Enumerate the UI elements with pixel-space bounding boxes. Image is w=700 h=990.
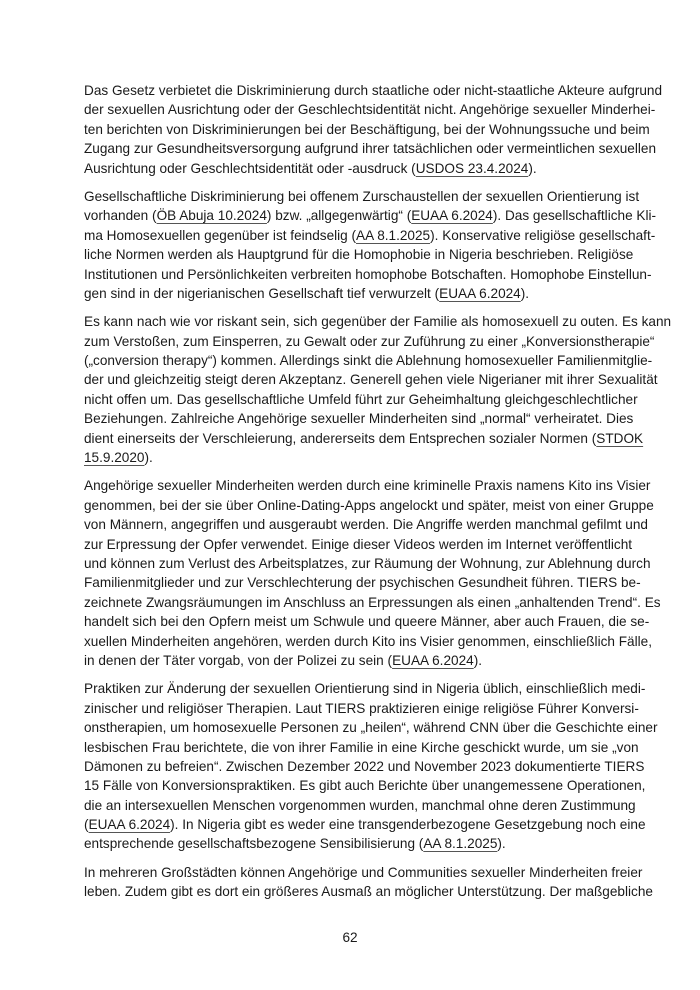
text-line [84, 834, 616, 853]
paragraph [84, 476, 661, 670]
text-line [84, 573, 641, 592]
source-citation-link[interactable]: ÖB Abuja 10.2024 [156, 208, 267, 224]
body-text: ) bzw. „allgegenwärtig“ ( [266, 208, 412, 224]
body-text: Ausrichtung oder Geschlechtsidentität oder -ausdruck ( [84, 160, 416, 176]
text-line [84, 476, 651, 495]
body-text: lesbischen Frau berichtete, die von ihrer Familie in eine Kirche geschickt wurde, um sie „von [84, 739, 639, 755]
text-line [84, 554, 651, 573]
text-line [84, 776, 646, 795]
body-text: dient einerseits der Verschleierung, andererseits dem Entsprechen sozialer Normen ( [84, 430, 597, 446]
text-line [84, 863, 643, 882]
text-line [84, 593, 661, 612]
text-line [84, 679, 646, 698]
body-text: Gesellschaftliche Diskriminierung bei offenem Zurschaustellen der sexuellen Orientierung ist [84, 188, 640, 204]
text-line [84, 226, 656, 245]
body-text: genommen, bei der sie über Online-Dating-Apps angelockt und später, meist von einer Gruppe [84, 497, 654, 513]
text-line [84, 429, 644, 448]
text-line [84, 159, 616, 178]
body-text: gen sind in der nigerianischen Gesellschaft tief verwurzelt ( [84, 285, 440, 301]
source-citation-link[interactable]: AA 8.1.2025 [423, 836, 498, 852]
source-citation-link[interactable]: USDOS 23.4.2024 [415, 160, 529, 176]
text-line [84, 312, 672, 331]
body-text: („conversion therapy“) kommen. Allerdings sinkt die Ablehnung homosexueller Familienmitglie- [84, 353, 653, 369]
body-text: Praktiken zur Änderung der sexuellen Orientierung sind in Nigeria üblich, einschließlich medi- [84, 681, 646, 697]
body-text: ). Konservative religiöse gesellschaft- [430, 227, 656, 243]
body-text: zeichnete Zwangsräumungen im Anschluss an Erpressungen als einen „anhaltenden Trend“. Es [84, 594, 661, 610]
body-text: zinischer und religiöser Therapien. Laut TIERS praktizieren einige religiöse Führer Konversi- [84, 700, 639, 716]
body-text: handelt sich bei den Opfern meist um Schwule und queere Männer, aber auch Frauen, die se- [84, 614, 650, 630]
body-text: onstherapien, um homosexuelle Personen zu „heilen“, während CNN über die Geschichte einer [84, 720, 658, 736]
body-text: ). [473, 652, 482, 668]
text-line [84, 815, 646, 834]
paragraph [84, 863, 653, 902]
body-text: nicht offen um. Das gesellschaftliche Umfeld führt zur Geheimhaltung gleichgeschlechtlicher [84, 391, 638, 407]
text-line [84, 390, 638, 409]
paragraph [84, 187, 657, 303]
body-text: leben. Zudem gibt es dort ein größeres Ausmaß an möglicher Unterstützung. Der maßgebliche [84, 884, 653, 900]
text-line [84, 120, 650, 139]
source-citation-link[interactable]: EUAA 6.2024 [411, 208, 493, 224]
text-line [84, 265, 652, 284]
source-citation-link[interactable]: EUAA 6.2024 [439, 285, 521, 301]
body-text: entsprechende gesellschaftsbezogene Sensibilisierung ( [84, 836, 424, 852]
document-body [84, 81, 672, 911]
paragraph [84, 81, 663, 178]
text-line [84, 796, 636, 815]
body-text: die an intersexuellen Menschen vorgenommen wurden, manchmal ohne deren Zustimmung [84, 797, 636, 813]
body-text: ). Das gesellschaftliche Kli- [492, 208, 657, 224]
text-line [84, 738, 639, 757]
text-line [84, 206, 657, 225]
source-citation-link[interactable]: AA 8.1.2025 [356, 227, 431, 243]
body-text: ). [144, 450, 153, 466]
text-line [84, 632, 652, 651]
body-text: zum Verstoßen, zum Einsperren, zu Gewalt oder zur Zuführung zu einer „Konversionstherapie“ [84, 333, 655, 349]
body-text: Es kann nach wie vor riskant sein, sich gegenüber der Familie als homosexuell zu outen. Es kann [84, 314, 672, 330]
text-line [84, 409, 634, 428]
body-text: von Männern, angegriffen und ausgeraubt werden. Die Angriffe werden manchmal gefilmt und [84, 517, 648, 533]
source-citation-link[interactable]: 15.9.2020 [84, 450, 145, 466]
body-text: Das Gesetz verbietet die Diskriminierung durch staatliche oder nicht-staatliche Akteure aufgrund [84, 83, 663, 98]
body-text: ). [528, 160, 537, 176]
text-line [84, 284, 616, 303]
text-line [84, 370, 658, 389]
text-line [84, 882, 653, 901]
body-text: der sexuellen Ausrichtung oder der Geschlechtsidentität nicht. Angehörige sexueller Minderhei- [84, 102, 656, 118]
text-line [84, 100, 656, 119]
text-line [84, 351, 653, 370]
text-line [84, 187, 640, 206]
text-line [84, 139, 657, 158]
text-line [84, 535, 633, 554]
text-line [84, 496, 654, 515]
body-text: ( [84, 817, 89, 833]
body-text: der und gleichzeitig steigt deren Akzeptanz. Generell gehen viele Nigerianer mit ihrer Sexualität [84, 372, 658, 388]
body-text: ma Homosexuellen gegenüber ist feindselig ( [84, 227, 357, 243]
body-text: Dämonen zu befreien“. Zwischen Dezember 2022 und November 2023 dokumentierte TIERS [84, 758, 645, 774]
source-citation-link[interactable]: STDOK [596, 430, 644, 446]
body-text: vorhanden ( [84, 208, 157, 224]
body-text: ten berichten von Diskriminierungen bei der Beschäftigung, bei der Wohnungssuche und beim [84, 121, 650, 137]
text-line [84, 699, 639, 718]
body-text: in denen der Täter vorgab, von der Polizei zu sein ( [84, 652, 393, 668]
source-citation-link[interactable]: EUAA 6.2024 [392, 652, 474, 668]
body-text: 15 Fälle von Konversionspraktiken. Es gibt auch Berichte über unangemessene Operationen, [84, 778, 646, 794]
text-line [84, 515, 648, 534]
body-text: Beziehungen. Zahlreiche Angehörige sexueller Minderheiten sind „normal“ verheiratet. Dies [84, 411, 634, 427]
body-text: Familienmitglieder und zur Verschlechterung der psychischen Gesundheit führen. TIERS be- [84, 575, 641, 591]
body-text: ). [497, 836, 506, 852]
body-text: und können zum Verlust des Arbeitsplatzes, zur Räumung der Wohnung, zur Ablehnung durch [84, 555, 651, 571]
source-citation-link[interactable]: EUAA 6.2024 [88, 817, 171, 833]
body-text: Angehörige sexueller Minderheiten werden durch eine kriminelle Praxis namens Kito ins Visier [84, 478, 651, 494]
body-text: ). [520, 285, 530, 301]
text-line [84, 718, 658, 737]
body-text: liche Normen werden als Hauptgrund für die Homophobie in Nigeria beschrieben. Religiöse [84, 247, 634, 263]
page-number: 62 [342, 930, 358, 945]
body-text: Zugang zur Gesundheitsversorgung aufgrund ihrer tatsächlichen oder vermeintlichen sexuellen [84, 141, 657, 157]
text-line [84, 612, 650, 631]
body-text: xuellen Minderheiten angehören, werden durch Kito ins Visier genommen, einschließlich Fälle, [84, 633, 652, 649]
text-line [84, 332, 655, 351]
text-line [84, 651, 616, 670]
body-text: In mehreren Großstädten können Angehörige und Communities sexueller Minderheiten freier [84, 864, 643, 880]
text-line [84, 448, 616, 467]
body-text: zur Erpressung der Opfer verwendet. Einige dieser Videos werden im Internet veröffentlicht [84, 536, 633, 552]
text-line [84, 757, 645, 776]
paragraph [84, 679, 658, 854]
body-text: ). In Nigeria gibt es weder eine transgenderbezogene Gesetzgebung noch eine [170, 817, 646, 833]
paragraph [84, 312, 672, 467]
body-text: Institutionen und Persönlichkeiten verbreiten homophobe Botschaften. Homophobe Einstellun- [84, 266, 652, 282]
text-line [84, 81, 663, 100]
text-line [84, 245, 634, 264]
